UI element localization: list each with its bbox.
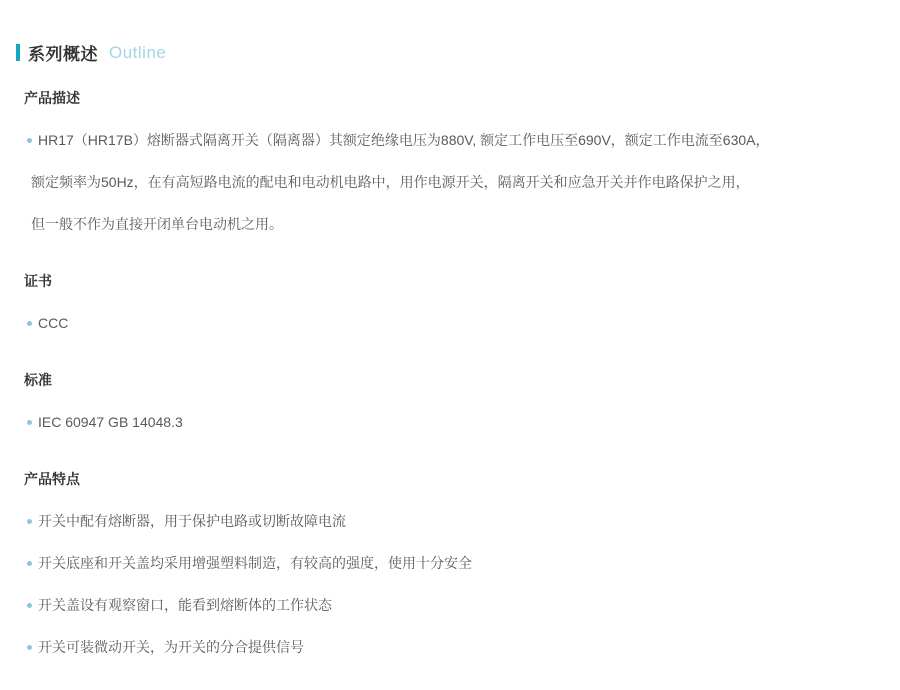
feature-item [24,640,880,654]
feature-item [24,556,880,570]
bullet-icon [27,519,32,524]
feature-item-text: 开关盖设有观察窗口，能看到熔断体的工作状态 [38,597,332,613]
bullet-icon [27,561,32,566]
description-line [24,175,880,189]
heading-certificate: 证书 [24,273,52,289]
description-line [24,217,880,231]
feature-item [24,598,880,612]
section-title-en: Outline [109,42,167,62]
certificate-item [24,316,880,330]
section-content [24,91,880,654]
bullet-icon [27,603,32,608]
bullet-icon [27,138,32,143]
description-line-text: 但一般不作为直接开闭单台电动机之用。 [31,216,283,232]
heading-product-features: 产品特点 [24,471,80,487]
bullet-icon [27,321,32,326]
section-title-cn: 系列概述 [28,45,98,64]
section-header [16,40,166,65]
heading-standard: 标准 [24,372,52,388]
product-description-paragraph [24,133,880,231]
standard-item-text: IEC 60947 GB 14048.3 [38,414,183,430]
description-line-text: HR17（HR17B）熔断器式隔离开关（隔离器）其额定绝缘电压为880V, 额定工作电压至690V，额定工作电流至630A， [38,132,770,148]
feature-item-text: 开关底座和开关盖均采用增强塑料制造，有较高的强度，使用十分安全 [38,555,472,571]
standard-item [24,415,880,429]
bullet-icon [27,420,32,425]
heading-product-description: 产品描述 [24,90,80,106]
description-line [24,133,880,147]
feature-item-text: 开关可装微动开关，为开关的分合提供信号 [38,639,304,655]
bullet-icon [27,645,32,650]
certificate-item-text: CCC [38,315,69,331]
feature-item-text: 开关中配有熔断器，用于保护电路或切断故障电流 [38,513,346,529]
accent-bar-icon [16,44,20,61]
description-line-text: 额定频率为50Hz，在有高短路电流的配电和电动机电路中，用作电源开关，隔离开关和应急开关并作电路保护之用， [31,174,750,190]
feature-item [24,514,880,528]
